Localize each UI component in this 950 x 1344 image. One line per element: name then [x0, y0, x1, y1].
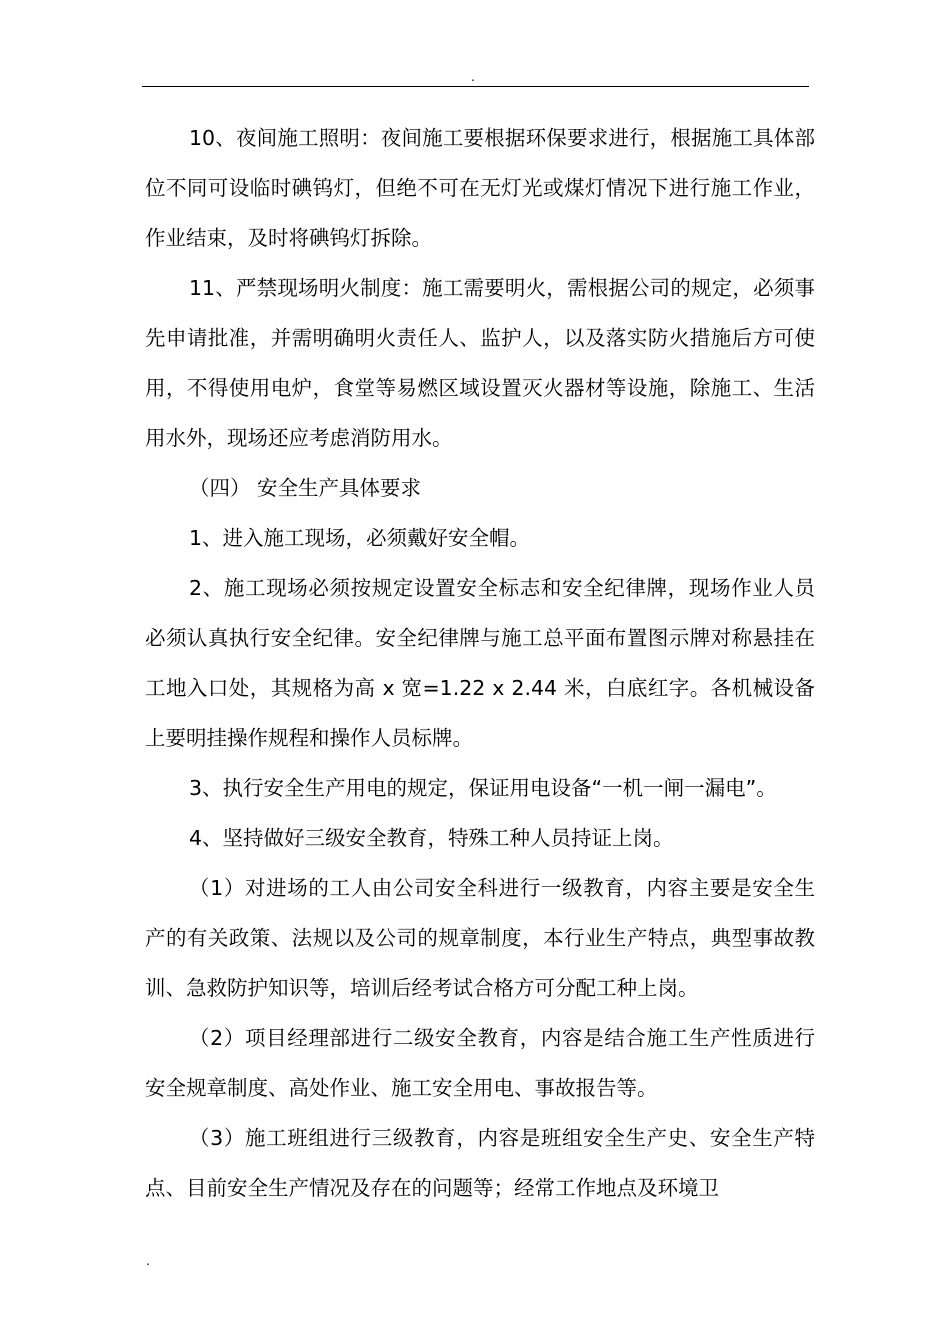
paragraph-three-level-education: 4、坚持做好三级安全教育，特殊工种人员持证上岗。 [189, 826, 674, 850]
header-mark: . [471, 70, 475, 84]
paragraph-open-fire-ban: 11、严禁现场明火制度：施工需要明火，需根据公司的规定，必须事先申请批准，并需明确明火责任人、监护人，以及落实防火措施后方可使用，不得使用电炉，食堂等易燃区域设置灭火器材等设施，除施工、生活用水外，现场还应考虑消防用水。 [145, 276, 815, 450]
footer-mark: . [146, 1254, 150, 1268]
document-body [145, 113, 815, 1213]
header-rule [142, 86, 809, 87]
paragraph-education-level-2: （2）项目经理部进行二级安全教育，内容是结合施工生产性质进行安全规章制度、高处作业、施工安全用电、事故报告等。 [145, 1026, 815, 1100]
paragraph-night-lighting: 10、夜间施工照明：夜间施工要根据环保要求进行，根据施工具体部位不同可设临时碘钨灯，但绝不可在无灯光或煤灯情况下进行施工作业，作业结束，及时将碘钨灯拆除。 [145, 126, 815, 250]
paragraph-education-level-3: （3）施工班组进行三级教育，内容是班组安全生产史、安全生产特点、目前安全生产情况及存在的问题等；经常工作地点及环境卫 [145, 1126, 815, 1200]
paragraph-safety-helmet: 1、进入施工现场，必须戴好安全帽。 [189, 526, 531, 550]
paragraph-safety-signs: 2、施工现场必须按规定设置安全标志和安全纪律牌，现场作业人员必须认真执行安全纪律。安全纪律牌与施工总平面布置图示牌对称悬挂在工地入口处，其规格为高 x 宽=1.22 x 2.44 米，白底红字。各机械设备上要明挂操作规程和操作人员标牌。 [145, 576, 815, 750]
paragraph-education-level-1: （1）对进场的工人由公司安全科进行一级教育，内容主要是安全生产的有关政策、法规以及公司的规章制度，本行业生产特点，典型事故教训、急救防护知识等，培训后经考试合格方可分配工种上岗。 [145, 876, 815, 1000]
paragraph-electricity: 3、执行安全生产用电的规定，保证用电设备“一机一闸一漏电”。 [189, 776, 777, 800]
section-heading-safety-requirements: （四） 安全生产具体要求 [189, 476, 422, 500]
